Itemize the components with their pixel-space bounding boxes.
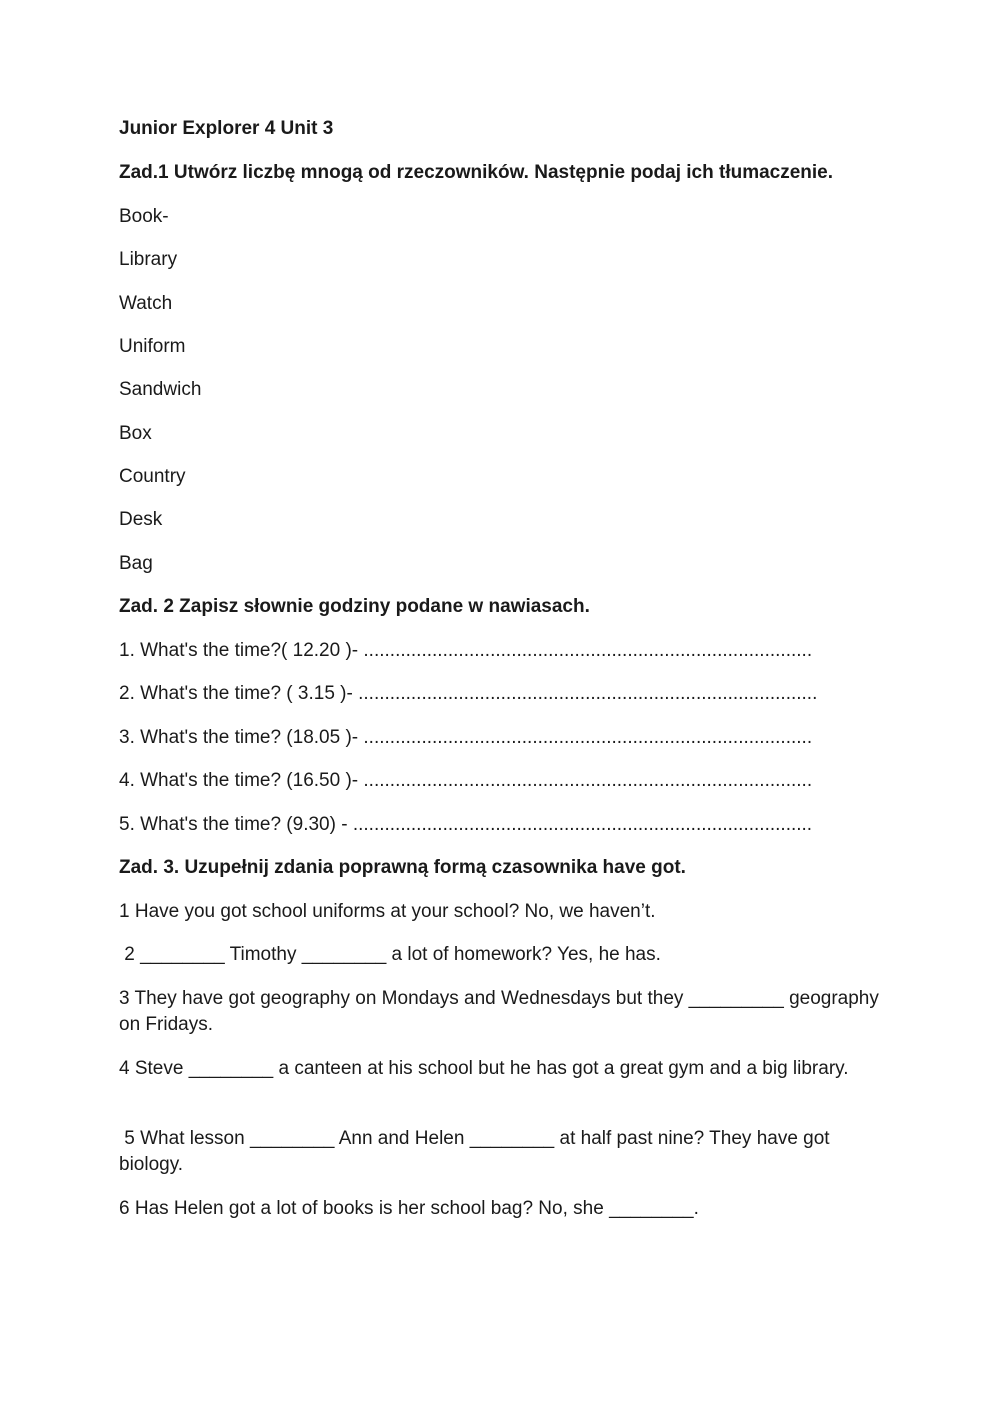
task3-item: 5 What lesson ________ Ann and Helen ________ at half past nine? They have got biology. — [119, 1128, 835, 1175]
task2-item: 1. What's the time?( 12.20 )- ..................................................................................... — [119, 640, 813, 661]
task3-heading: Zad. 3. Uzupełnij zdania poprawną formą czasownika have got. — [119, 857, 686, 878]
task2-heading: Zad. 2 Zapisz słownie godziny podane w nawiasach. — [119, 596, 590, 617]
task1-heading: Zad.1 Utwórz liczbę mnogą od rzeczowników. Następnie podaj ich tłumaczenie. — [119, 162, 834, 183]
task2-item: 4. What's the time? (16.50 )- ..................................................................................... — [119, 770, 813, 791]
worksheet-title: Junior Explorer 4 Unit 3 — [119, 118, 334, 139]
task1-word: Library — [119, 249, 178, 270]
task2-item: 3. What's the time? (18.05 )- ..................................................................................... — [119, 727, 813, 748]
task3-item: 1 Have you got school uniforms at your school? No, we haven’t. — [119, 901, 656, 922]
task1-word: Country — [119, 466, 186, 487]
task2-item: 2. What's the time? ( 3.15 )- ....................................................................................... — [119, 683, 818, 704]
task1-word: Bag — [119, 553, 153, 574]
task3-item: 2 ________ Timothy ________ a lot of homework? Yes, he has. — [119, 944, 661, 965]
task3-item: 3 They have got geography on Mondays and Wednesdays but they _________ geography on Fridays. — [119, 988, 879, 1035]
task1-word: Sandwich — [119, 379, 202, 400]
task1-word: Desk — [119, 509, 163, 530]
task3-item: 6 Has Helen got a lot of books is her school bag? No, she ________. — [119, 1198, 699, 1219]
task1-word: Uniform — [119, 336, 186, 357]
task1-word: Watch — [119, 293, 173, 314]
task3-item: 4 Steve ________ a canteen at his school but he has got a great gym and a big library. — [119, 1058, 849, 1079]
task2-item: 5. What's the time? (9.30) - ....................................................................................... — [119, 814, 813, 835]
task1-word: Book- — [119, 206, 169, 227]
task1-word: Box — [119, 423, 152, 444]
